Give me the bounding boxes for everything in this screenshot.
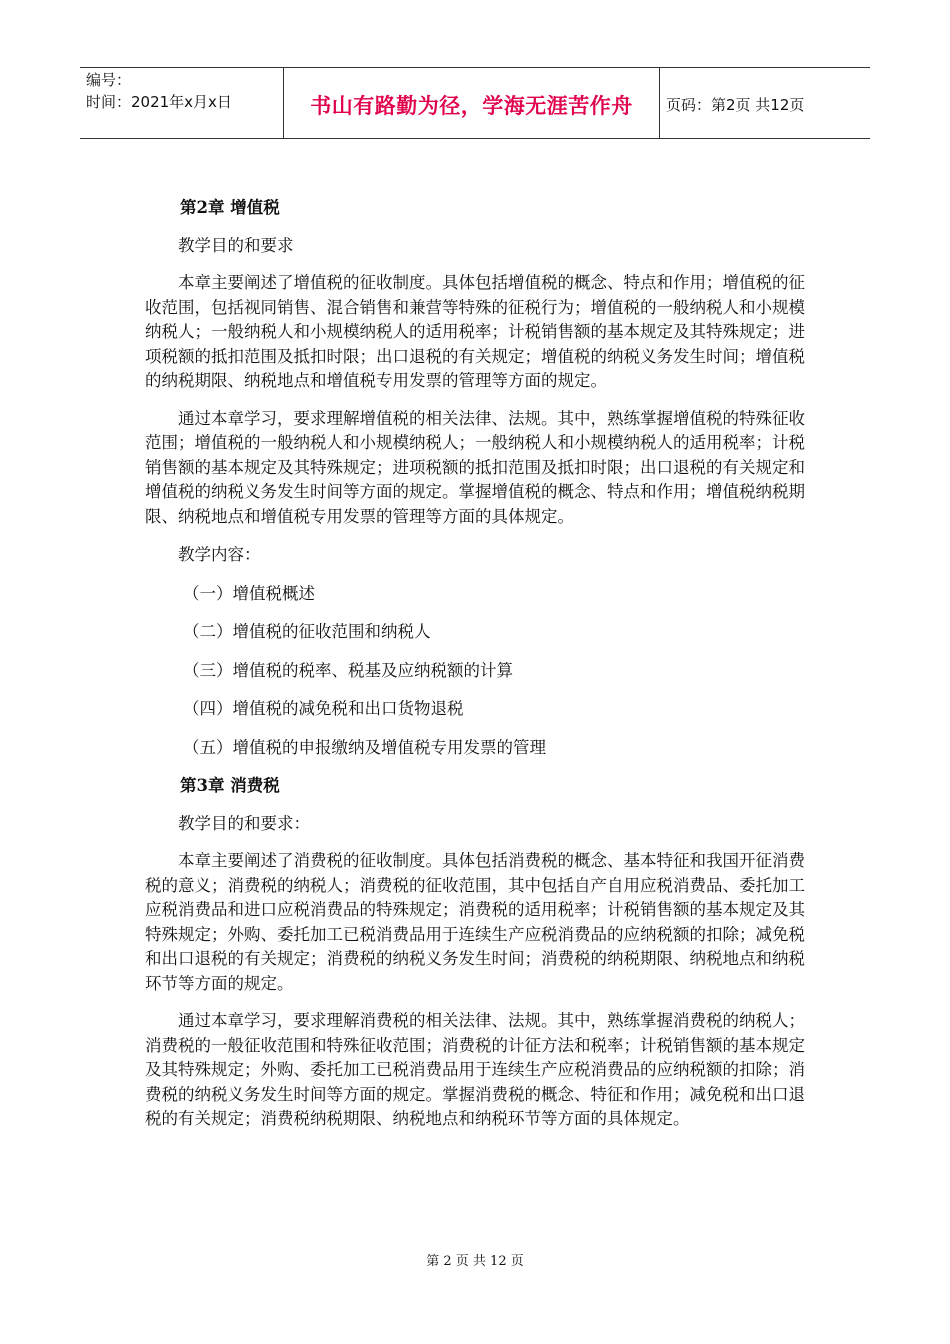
- time-label: 时间：2021年x月x日: [86, 93, 232, 111]
- header-page-cell: [660, 68, 870, 138]
- chapter2-item: （四）增值税的减免税和出口货物退税: [183, 699, 464, 718]
- number-label: 编号：: [86, 71, 132, 89]
- motto-text: 书山有路勤为径，学海无涯苦作舟: [310, 94, 633, 118]
- chapter2-paragraph-1: 本章主要阐述了增值税的征收制度。具体包括增值税的概念、特点和作用；增值税的征收范围，包括视同销售、混合销售和兼营等特殊的征税行为；增值税的一般纳税人和小规模纳税人；一般纳税人和小规模纳税人的适用税率；计税销售额的基本规定及其特殊规定；进项税额的抵扣范围及抵扣时限；出口退税的有关规定；增值税的纳税义务发生时间；增值税的纳税期限、纳税地点和增值税专用发票的管理等方面的规定。: [145, 273, 805, 390]
- header-meta-cell: [80, 68, 284, 138]
- chapter2-item: （二）增值税的征收范围和纳税人: [183, 622, 431, 641]
- chapter2-item: （五）增值税的申报缴纳及增值税专用发票的管理: [183, 737, 546, 757]
- chapter2-item: （一）增值税概述: [183, 583, 315, 603]
- chapter3-paragraph-1: 本章主要阐述了消费税的征收制度。具体包括消费税的概念、基本特征和我国开征消费税的意义；消费税的纳税人；消费税的征收范围，其中包括自产自用应税消费品、委托加工应税消费品和进口应税消费品的特殊规定；消费税的适用税率；计税销售额的基本规定及其特殊规定；外购、委托加工已税消费品用于连续生产应税消费品的应纳税额的扣除；减免税和出口退税的有关规定；消费税的纳税义务发生时间；消费税的纳税期限、纳税地点和纳税环节等方面的规定。: [145, 851, 805, 993]
- page-footer: 第 2 页 共 12 页: [426, 1254, 524, 1269]
- chapter2-paragraph-2: 通过本章学习，要求理解增值税的相关法律、法规。其中，熟练掌握增值税的特殊征收范围；增值税的一般纳税人和小规模纳税人；一般纳税人和小规模纳税人的适用税率；计税销售额的基本规定及其特殊规定；进项税额的抵扣范围及抵扣时限；出口退税的有关规定和增值税的纳税义务发生时间等方面的规定。掌握增值税的概念、特点和作用；增值税纳税期限、纳税地点和增值税专用发票的管理等方面的具体规定。: [145, 408, 805, 526]
- chapter2-item: （三）增值税的税率、税基及应纳税额的计算: [183, 660, 513, 680]
- header-page-label: 页码：第2页 共12页: [666, 96, 805, 114]
- chapter2-title: 第2章 增值税: [180, 198, 280, 217]
- header-motto-cell: [284, 68, 660, 138]
- chapter3-paragraph-2: 通过本章学习，要求理解消费税的相关法律、法规。其中，熟练掌握消费税的纳税人；消费税的一般征收范围和特殊征收范围；消费税的计征方法和税率；计税销售额的基本规定及其特殊规定；外购、委托加工已税消费品用于连续生产应税消费品的应纳税额的扣除；消费税的纳税义务发生时间等方面的规定。掌握消费税的概念、特征和作用；减免税和出口退税的有关规定；消费税纳税期限、纳税地点和纳税环节等方面的具体规定。: [145, 1011, 805, 1128]
- chapter3-title: 第3章 消费税: [180, 776, 280, 795]
- document-body: [145, 196, 805, 1132]
- chapter2-subtitle: 教学目的和要求: [178, 235, 294, 255]
- chapter3-subtitle: 教学目的和要求：: [178, 813, 310, 833]
- page-header: [80, 67, 870, 139]
- chapter2-content-label: 教学内容：: [178, 545, 261, 564]
